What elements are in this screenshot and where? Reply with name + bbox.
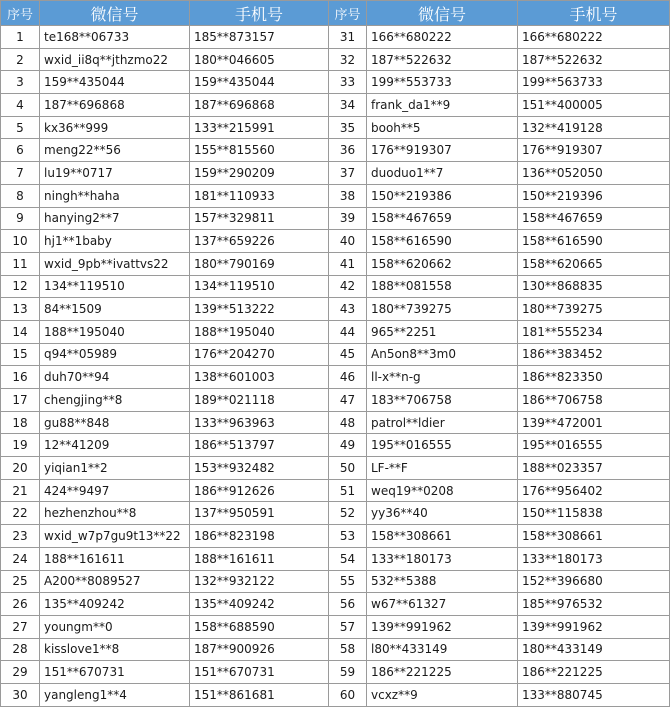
row-seq-left: 20 xyxy=(1,457,40,480)
table-row xyxy=(1,94,670,117)
row-seq-left: 6 xyxy=(1,139,40,162)
row-wechat-left: 424**9497 xyxy=(40,479,190,502)
row-seq-left: 19 xyxy=(1,434,40,457)
row-seq-right: 56 xyxy=(329,593,367,616)
table-row xyxy=(1,48,670,71)
row-wechat-left: wxid_ii8q**jthzmo22 xyxy=(40,48,190,71)
row-phone-right: 133**180173 xyxy=(518,547,670,570)
row-wechat-left: kisslove1**8 xyxy=(40,638,190,661)
row-phone-right: 139**991962 xyxy=(518,615,670,638)
row-seq-left: 25 xyxy=(1,570,40,593)
row-seq-left: 14 xyxy=(1,320,40,343)
table-row xyxy=(1,320,670,343)
row-seq-right: 51 xyxy=(329,479,367,502)
table-row xyxy=(1,26,670,49)
row-wechat-right: 158**620662 xyxy=(367,252,518,275)
row-seq-left: 2 xyxy=(1,48,40,71)
row-phone-right: 186**823350 xyxy=(518,366,670,389)
row-phone-right: 158**467659 xyxy=(518,207,670,230)
row-wechat-right: w67**61327 xyxy=(367,593,518,616)
row-wechat-left: 12**41209 xyxy=(40,434,190,457)
row-seq-left: 15 xyxy=(1,343,40,366)
row-wechat-left: te168**06733 xyxy=(40,26,190,49)
row-seq-right: 57 xyxy=(329,615,367,638)
row-seq-left: 5 xyxy=(1,116,40,139)
row-phone-right: 136**052050 xyxy=(518,162,670,185)
row-seq-left: 24 xyxy=(1,547,40,570)
row-phone-right: 188**023357 xyxy=(518,457,670,480)
table-row xyxy=(1,411,670,434)
row-wechat-right: duoduo1**7 xyxy=(367,162,518,185)
row-seq-right: 37 xyxy=(329,162,367,185)
row-seq-left: 23 xyxy=(1,525,40,548)
row-seq-left: 7 xyxy=(1,162,40,185)
row-seq-left: 4 xyxy=(1,94,40,117)
row-wechat-right: 188**081558 xyxy=(367,275,518,298)
row-wechat-right: 166**680222 xyxy=(367,26,518,49)
row-wechat-left: chengjing**8 xyxy=(40,389,190,412)
row-seq-right: 48 xyxy=(329,411,367,434)
table-row xyxy=(1,298,670,321)
row-seq-right: 41 xyxy=(329,252,367,275)
row-wechat-right: booh**5 xyxy=(367,116,518,139)
row-seq-right: 59 xyxy=(329,661,367,684)
row-seq-right: 52 xyxy=(329,502,367,525)
row-phone-left: 180**790169 xyxy=(190,252,329,275)
row-phone-left: 159**435044 xyxy=(190,71,329,94)
row-phone-left: 181**110933 xyxy=(190,184,329,207)
row-wechat-right: An5on8**3m0 xyxy=(367,343,518,366)
row-phone-left: 176**204270 xyxy=(190,343,329,366)
row-seq-right: 55 xyxy=(329,570,367,593)
row-phone-left: 155**815560 xyxy=(190,139,329,162)
table-row xyxy=(1,683,670,706)
row-phone-left: 135**409242 xyxy=(190,593,329,616)
table-row xyxy=(1,479,670,502)
row-phone-left: 187**900926 xyxy=(190,638,329,661)
row-phone-left: 132**932122 xyxy=(190,570,329,593)
row-wechat-right: yy36**40 xyxy=(367,502,518,525)
row-phone-right: 132**419128 xyxy=(518,116,670,139)
row-wechat-left: kx36**999 xyxy=(40,116,190,139)
row-wechat-left: gu88**848 xyxy=(40,411,190,434)
row-seq-left: 30 xyxy=(1,683,40,706)
row-phone-left: 185**873157 xyxy=(190,26,329,49)
row-phone-right: 199**563733 xyxy=(518,71,670,94)
row-phone-right: 150**219396 xyxy=(518,184,670,207)
row-phone-right: 180**739275 xyxy=(518,298,670,321)
row-seq-left: 27 xyxy=(1,615,40,638)
row-wechat-left: yangleng1**4 xyxy=(40,683,190,706)
row-phone-right: 133**880745 xyxy=(518,683,670,706)
row-phone-left: 151**861681 xyxy=(190,683,329,706)
row-phone-right: 151**400005 xyxy=(518,94,670,117)
row-seq-right: 32 xyxy=(329,48,367,71)
row-wechat-left: 134**119510 xyxy=(40,275,190,298)
row-seq-right: 38 xyxy=(329,184,367,207)
header-phone-right: 手机号 xyxy=(518,1,670,26)
row-wechat-left: wxid_w7p7gu9t13**22 xyxy=(40,525,190,548)
row-phone-right: 180**433149 xyxy=(518,638,670,661)
row-seq-left: 12 xyxy=(1,275,40,298)
row-seq-right: 33 xyxy=(329,71,367,94)
table-row xyxy=(1,343,670,366)
row-seq-right: 54 xyxy=(329,547,367,570)
row-wechat-left: 187**696868 xyxy=(40,94,190,117)
row-wechat-left: youngm**0 xyxy=(40,615,190,638)
row-wechat-left: ningh**haha xyxy=(40,184,190,207)
row-seq-left: 3 xyxy=(1,71,40,94)
table-row xyxy=(1,547,670,570)
row-phone-right: 158**616590 xyxy=(518,230,670,253)
row-wechat-left: 135**409242 xyxy=(40,593,190,616)
row-phone-right: 150**115838 xyxy=(518,502,670,525)
row-phone-left: 133**215991 xyxy=(190,116,329,139)
row-wechat-right: weq19**0208 xyxy=(367,479,518,502)
table-row xyxy=(1,389,670,412)
row-wechat-right: 158**308661 xyxy=(367,525,518,548)
row-wechat-left: duh70**94 xyxy=(40,366,190,389)
row-seq-right: 39 xyxy=(329,207,367,230)
table-row xyxy=(1,502,670,525)
row-seq-right: 46 xyxy=(329,366,367,389)
table-row xyxy=(1,162,670,185)
row-phone-right: 158**308661 xyxy=(518,525,670,548)
row-seq-right: 43 xyxy=(329,298,367,321)
row-wechat-right: 187**522632 xyxy=(367,48,518,71)
row-phone-left: 153**932482 xyxy=(190,457,329,480)
row-wechat-left: A200**8089527 xyxy=(40,570,190,593)
row-seq-right: 49 xyxy=(329,434,367,457)
row-wechat-right: LF-**F xyxy=(367,457,518,480)
row-seq-right: 34 xyxy=(329,94,367,117)
row-phone-right: 176**919307 xyxy=(518,139,670,162)
row-phone-right: 158**620665 xyxy=(518,252,670,275)
table-row xyxy=(1,230,670,253)
row-phone-left: 133**963963 xyxy=(190,411,329,434)
table-row xyxy=(1,434,670,457)
row-phone-left: 188**161611 xyxy=(190,547,329,570)
row-wechat-left: lu19**0717 xyxy=(40,162,190,185)
row-wechat-left: yiqian1**2 xyxy=(40,457,190,480)
row-seq-left: 21 xyxy=(1,479,40,502)
row-seq-right: 53 xyxy=(329,525,367,548)
row-wechat-right: ll-x**n-g xyxy=(367,366,518,389)
row-phone-left: 137**659226 xyxy=(190,230,329,253)
row-wechat-right: 180**739275 xyxy=(367,298,518,321)
row-phone-left: 187**696868 xyxy=(190,94,329,117)
row-phone-right: 186**383452 xyxy=(518,343,670,366)
row-phone-right: 186**221225 xyxy=(518,661,670,684)
row-seq-right: 58 xyxy=(329,638,367,661)
table-row xyxy=(1,366,670,389)
header-phone-left: 手机号 xyxy=(190,1,329,26)
row-seq-right: 42 xyxy=(329,275,367,298)
table-row xyxy=(1,139,670,162)
row-phone-right: 185**976532 xyxy=(518,593,670,616)
row-wechat-left: hezhenzhou**8 xyxy=(40,502,190,525)
row-seq-right: 36 xyxy=(329,139,367,162)
row-seq-left: 17 xyxy=(1,389,40,412)
row-phone-right: 195**016555 xyxy=(518,434,670,457)
table-row xyxy=(1,71,670,94)
row-wechat-right: frank_da1**9 xyxy=(367,94,518,117)
row-wechat-right: 199**553733 xyxy=(367,71,518,94)
row-seq-right: 31 xyxy=(329,26,367,49)
row-seq-right: 35 xyxy=(329,116,367,139)
header-wechat-left: 微信号 xyxy=(40,1,190,26)
row-wechat-left: q94**05989 xyxy=(40,343,190,366)
row-wechat-left: 84**1509 xyxy=(40,298,190,321)
table-row xyxy=(1,116,670,139)
row-wechat-right: 532**5388 xyxy=(367,570,518,593)
row-wechat-right: 139**991962 xyxy=(367,615,518,638)
header-seq-right: 序号 xyxy=(329,1,367,26)
row-wechat-right: 158**467659 xyxy=(367,207,518,230)
row-phone-left: 158**688590 xyxy=(190,615,329,638)
row-phone-right: 152**396680 xyxy=(518,570,670,593)
header-row xyxy=(1,1,670,26)
row-phone-left: 159**290209 xyxy=(190,162,329,185)
row-phone-left: 139**513222 xyxy=(190,298,329,321)
row-seq-left: 8 xyxy=(1,184,40,207)
row-wechat-left: 188**195040 xyxy=(40,320,190,343)
row-wechat-right: 150**219386 xyxy=(367,184,518,207)
row-seq-left: 16 xyxy=(1,366,40,389)
row-wechat-left: hj1**1baby xyxy=(40,230,190,253)
row-phone-left: 157**329811 xyxy=(190,207,329,230)
row-phone-left: 186**513797 xyxy=(190,434,329,457)
row-wechat-right: 965**2251 xyxy=(367,320,518,343)
row-wechat-left: 159**435044 xyxy=(40,71,190,94)
row-phone-right: 187**522632 xyxy=(518,48,670,71)
row-seq-right: 45 xyxy=(329,343,367,366)
row-phone-right: 186**706758 xyxy=(518,389,670,412)
row-seq-left: 18 xyxy=(1,411,40,434)
row-seq-right: 50 xyxy=(329,457,367,480)
row-wechat-left: meng22**56 xyxy=(40,139,190,162)
row-wechat-right: 186**221225 xyxy=(367,661,518,684)
row-phone-left: 186**823198 xyxy=(190,525,329,548)
row-wechat-right: 133**180173 xyxy=(367,547,518,570)
row-seq-left: 29 xyxy=(1,661,40,684)
table-row xyxy=(1,593,670,616)
row-seq-left: 10 xyxy=(1,230,40,253)
table-row xyxy=(1,615,670,638)
row-seq-left: 11 xyxy=(1,252,40,275)
row-wechat-left: wxid_9pb**ivattvs22 xyxy=(40,252,190,275)
row-wechat-right: 158**616590 xyxy=(367,230,518,253)
table-row xyxy=(1,457,670,480)
row-seq-right: 47 xyxy=(329,389,367,412)
table-row xyxy=(1,638,670,661)
row-phone-left: 138**601003 xyxy=(190,366,329,389)
row-wechat-right: l80**433149 xyxy=(367,638,518,661)
row-wechat-right: patrol**ldier xyxy=(367,411,518,434)
row-wechat-right: 195**016555 xyxy=(367,434,518,457)
row-wechat-right: vcxz**9 xyxy=(367,683,518,706)
row-seq-right: 44 xyxy=(329,320,367,343)
table-row xyxy=(1,184,670,207)
row-seq-left: 22 xyxy=(1,502,40,525)
row-wechat-right: 183**706758 xyxy=(367,389,518,412)
row-phone-left: 137**950591 xyxy=(190,502,329,525)
header-seq-left: 序号 xyxy=(1,1,40,26)
row-wechat-left: hanying2**7 xyxy=(40,207,190,230)
row-phone-right: 181**555234 xyxy=(518,320,670,343)
row-phone-left: 180**046605 xyxy=(190,48,329,71)
row-phone-right: 139**472001 xyxy=(518,411,670,434)
table-row xyxy=(1,570,670,593)
table-body xyxy=(1,26,670,707)
table-row xyxy=(1,207,670,230)
row-phone-left: 188**195040 xyxy=(190,320,329,343)
row-seq-left: 13 xyxy=(1,298,40,321)
table-row xyxy=(1,275,670,298)
row-seq-right: 40 xyxy=(329,230,367,253)
row-seq-right: 60 xyxy=(329,683,367,706)
row-seq-left: 26 xyxy=(1,593,40,616)
row-phone-left: 189**021118 xyxy=(190,389,329,412)
table-row xyxy=(1,252,670,275)
table-row xyxy=(1,525,670,548)
row-phone-left: 186**912626 xyxy=(190,479,329,502)
row-wechat-right: 176**919307 xyxy=(367,139,518,162)
row-phone-right: 166**680222 xyxy=(518,26,670,49)
row-seq-left: 28 xyxy=(1,638,40,661)
row-phone-right: 176**956402 xyxy=(518,479,670,502)
row-wechat-left: 151**670731 xyxy=(40,661,190,684)
header-wechat-right: 微信号 xyxy=(367,1,518,26)
row-phone-left: 134**119510 xyxy=(190,275,329,298)
row-seq-left: 9 xyxy=(1,207,40,230)
row-wechat-left: 188**161611 xyxy=(40,547,190,570)
row-phone-right: 130**868835 xyxy=(518,275,670,298)
row-phone-left: 151**670731 xyxy=(190,661,329,684)
table-row xyxy=(1,661,670,684)
row-seq-left: 1 xyxy=(1,26,40,49)
